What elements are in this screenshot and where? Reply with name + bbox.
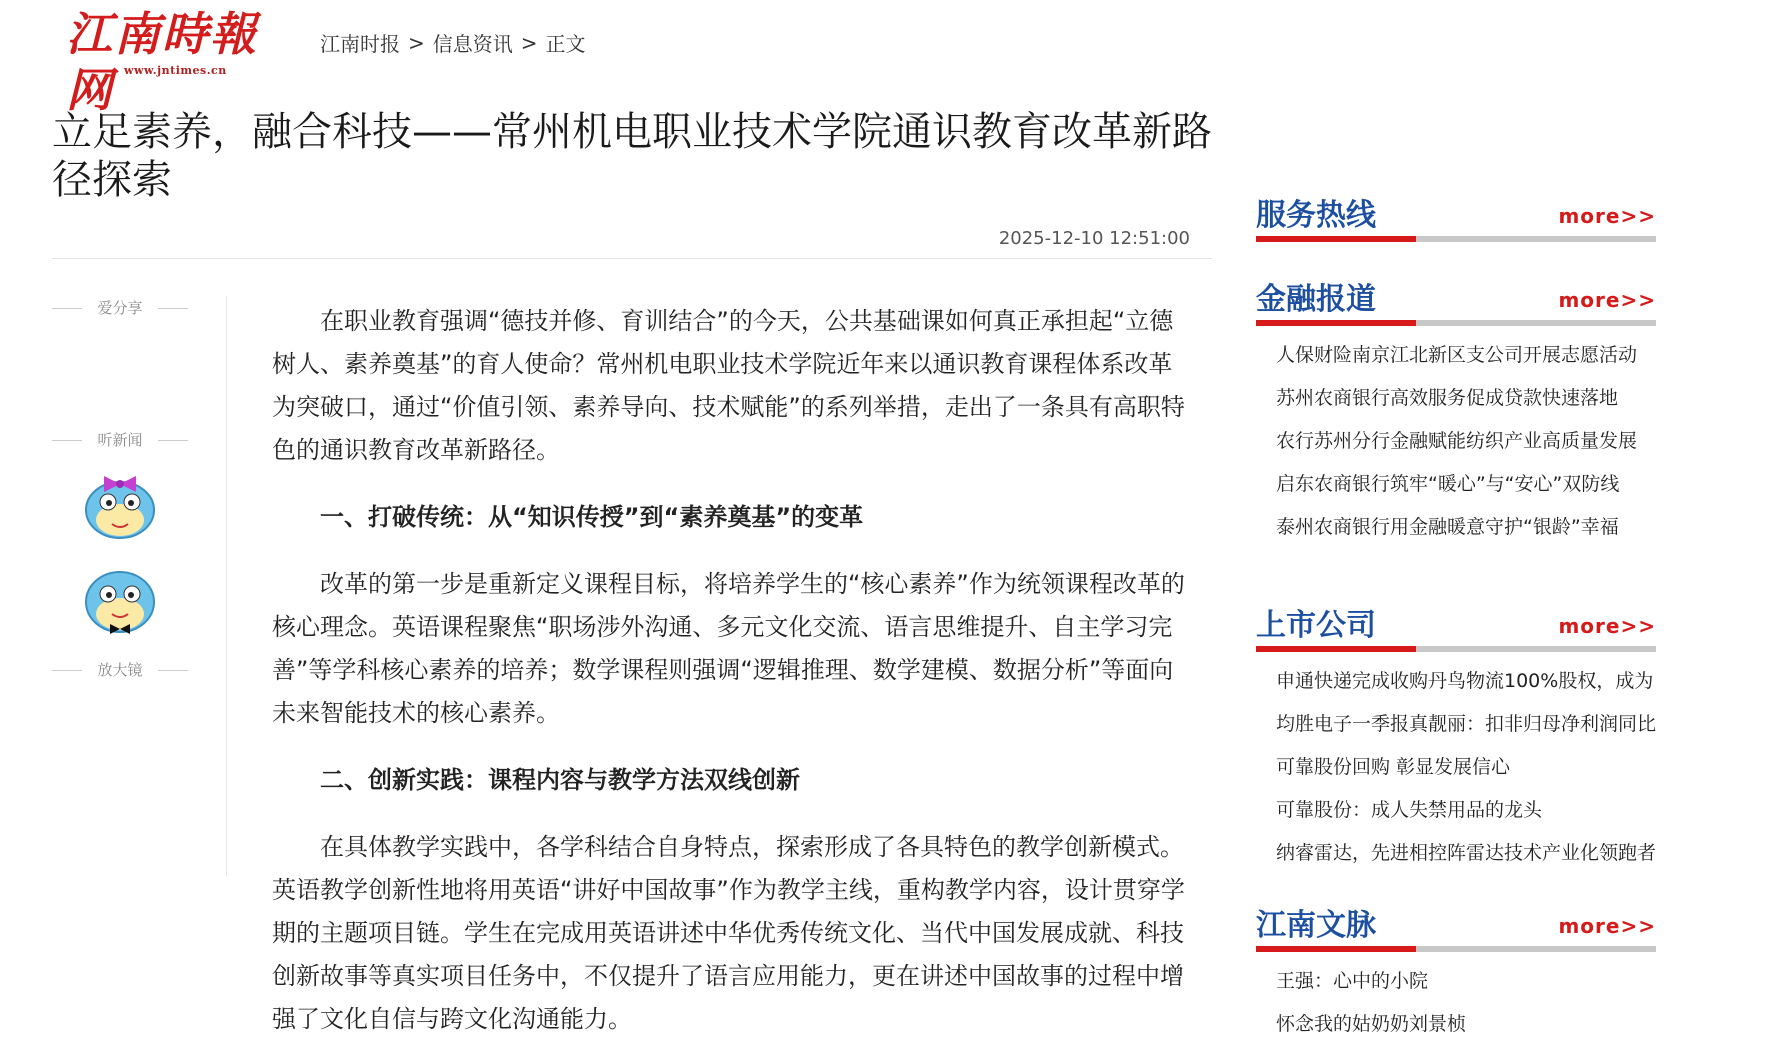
sidebar-section-culture bbox=[1256, 906, 1656, 1042]
share-tool[interactable] bbox=[52, 296, 188, 320]
sidebar-section-finance bbox=[1256, 280, 1656, 549]
section-title: 上市公司 bbox=[1256, 608, 1376, 643]
news-link[interactable]: 怀念我的姑奶奶刘景桢 bbox=[1276, 1013, 1467, 1035]
sidebar-section-hotline bbox=[1256, 196, 1656, 242]
more-link[interactable]: more>> bbox=[1558, 914, 1656, 938]
section-header bbox=[1256, 906, 1656, 952]
article-body bbox=[272, 300, 1192, 1042]
news-list bbox=[1256, 960, 1656, 1042]
female-voice-avatar-icon[interactable] bbox=[80, 462, 160, 542]
section-header bbox=[1256, 196, 1656, 242]
news-link[interactable]: 启东农商银行筑牢“暖心”与“安心”双防线 bbox=[1276, 473, 1620, 495]
article-title: 立足素养，融合科技——常州机电职业技术学院通识教育改革新路径探索 bbox=[52, 109, 1212, 203]
title-divider bbox=[52, 258, 1212, 259]
logo-url: www.jntimes.cn bbox=[124, 64, 227, 77]
breadcrumb-separator: > bbox=[520, 30, 538, 55]
section-accent-bar bbox=[1256, 320, 1416, 326]
news-link[interactable]: 王强：心中的小院 bbox=[1276, 970, 1429, 992]
site-logo[interactable] bbox=[66, 6, 296, 117]
sidebar-section-listed-companies bbox=[1256, 606, 1656, 875]
news-link[interactable]: 申通快递完成收购丹鸟物流100%股权，成为 bbox=[1276, 670, 1654, 692]
article-paragraph: 在具体教学实践中，各学科结合自身特点，探索形成了各具特色的教学创新模式。英语教学创新性地将用英语“讲好中国故事”作为教学主线，重构教学内容，设计贯穿学期的主题项目链。学生在完成用英语讲述中华优秀传统文化、当代中国发展成就、科技创新故事等真实项目任务中，不仅提升了语言应用能力，更在讲述中国故事的过程中增强了文化自信与跨文化沟通能力。 bbox=[272, 833, 1185, 1033]
section-accent-bar bbox=[1256, 946, 1416, 952]
news-link[interactable]: 纳睿雷达，先进相控阵雷达技术产业化领跑者 bbox=[1276, 842, 1656, 864]
news-link[interactable]: 均胜电子一季报真靓丽：扣非归母净利润同比 bbox=[1276, 713, 1656, 735]
breadcrumb-category[interactable]: 信息资讯 bbox=[432, 32, 513, 56]
news-link[interactable]: 人保财险南京江北新区支公司开展志愿活动 bbox=[1276, 344, 1638, 366]
more-link[interactable]: more>> bbox=[1558, 288, 1656, 312]
section-title: 金融报道 bbox=[1256, 282, 1376, 317]
breadcrumb-current: 正文 bbox=[545, 32, 586, 56]
article-paragraph: 改革的第一步是重新定义课程目标，将培养学生的“核心素养”作为统领课程改革的核心理念。英语课程聚焦“职场涉外沟通、多元文化交流、语言思维提升、自主学习完善”等学科核心素养的培养；数学课程则强调“逻辑推理、数学建模、数据分析”等面向未来智能技术的核心素养。 bbox=[272, 570, 1185, 727]
more-link[interactable]: more>> bbox=[1558, 204, 1656, 228]
magnifier-tool[interactable] bbox=[52, 658, 188, 682]
listen-label: 听新闻 bbox=[52, 428, 188, 452]
article-section-heading: 二、创新实践：课程内容与教学方法双线创新 bbox=[320, 766, 800, 794]
section-title: 服务热线 bbox=[1256, 198, 1376, 233]
news-link[interactable]: 可靠股份：成人失禁用品的龙头 bbox=[1276, 799, 1543, 821]
news-list bbox=[1256, 334, 1656, 549]
breadcrumb-home[interactable]: 江南时报 bbox=[320, 32, 400, 56]
article-section-heading: 一、打破传统：从“知识传授”到“素养奠基”的变革 bbox=[320, 503, 864, 531]
news-list bbox=[1256, 660, 1656, 875]
article-datetime: 2025-12-10 12:51:00 bbox=[998, 228, 1190, 249]
article-paragraph: 在职业教育强调“德技并修、育训结合”的今天，公共基础课如何真正承担起“立德树人、素养奠基”的育人使命？常州机电职业技术学院近年来以通识教育课程体系改革为突破口，通过“价值引领、素养导向、技术赋能”的系列举措，走出了一条具有高职特色的通识教育改革新路径。 bbox=[272, 307, 1185, 464]
breadcrumb bbox=[320, 28, 586, 57]
breadcrumb-separator: > bbox=[408, 30, 425, 55]
more-link[interactable]: more>> bbox=[1558, 614, 1656, 638]
section-header bbox=[1256, 280, 1656, 326]
tools-divider bbox=[226, 296, 227, 876]
section-header bbox=[1256, 606, 1656, 652]
news-link[interactable]: 泰州农商银行用金融暖意守护“银龄”幸福 bbox=[1276, 516, 1619, 538]
magnifier-label: 放大镜 bbox=[52, 658, 188, 682]
news-link[interactable]: 苏州农商银行高效服务促成贷款快速落地 bbox=[1276, 387, 1619, 409]
news-link[interactable]: 可靠股份回购 彰显发展信心 bbox=[1276, 756, 1511, 778]
section-title: 江南文脉 bbox=[1256, 908, 1376, 943]
news-link[interactable]: 农行苏州分行金融赋能纺织产业高质量发展 bbox=[1276, 430, 1638, 452]
male-voice-avatar-icon[interactable] bbox=[80, 558, 160, 638]
section-accent-bar bbox=[1256, 646, 1416, 652]
section-accent-bar bbox=[1256, 236, 1416, 242]
listen-tool bbox=[52, 428, 188, 452]
share-label: 爱分享 bbox=[52, 296, 188, 320]
logo-text: 江南時報网 bbox=[66, 7, 258, 117]
